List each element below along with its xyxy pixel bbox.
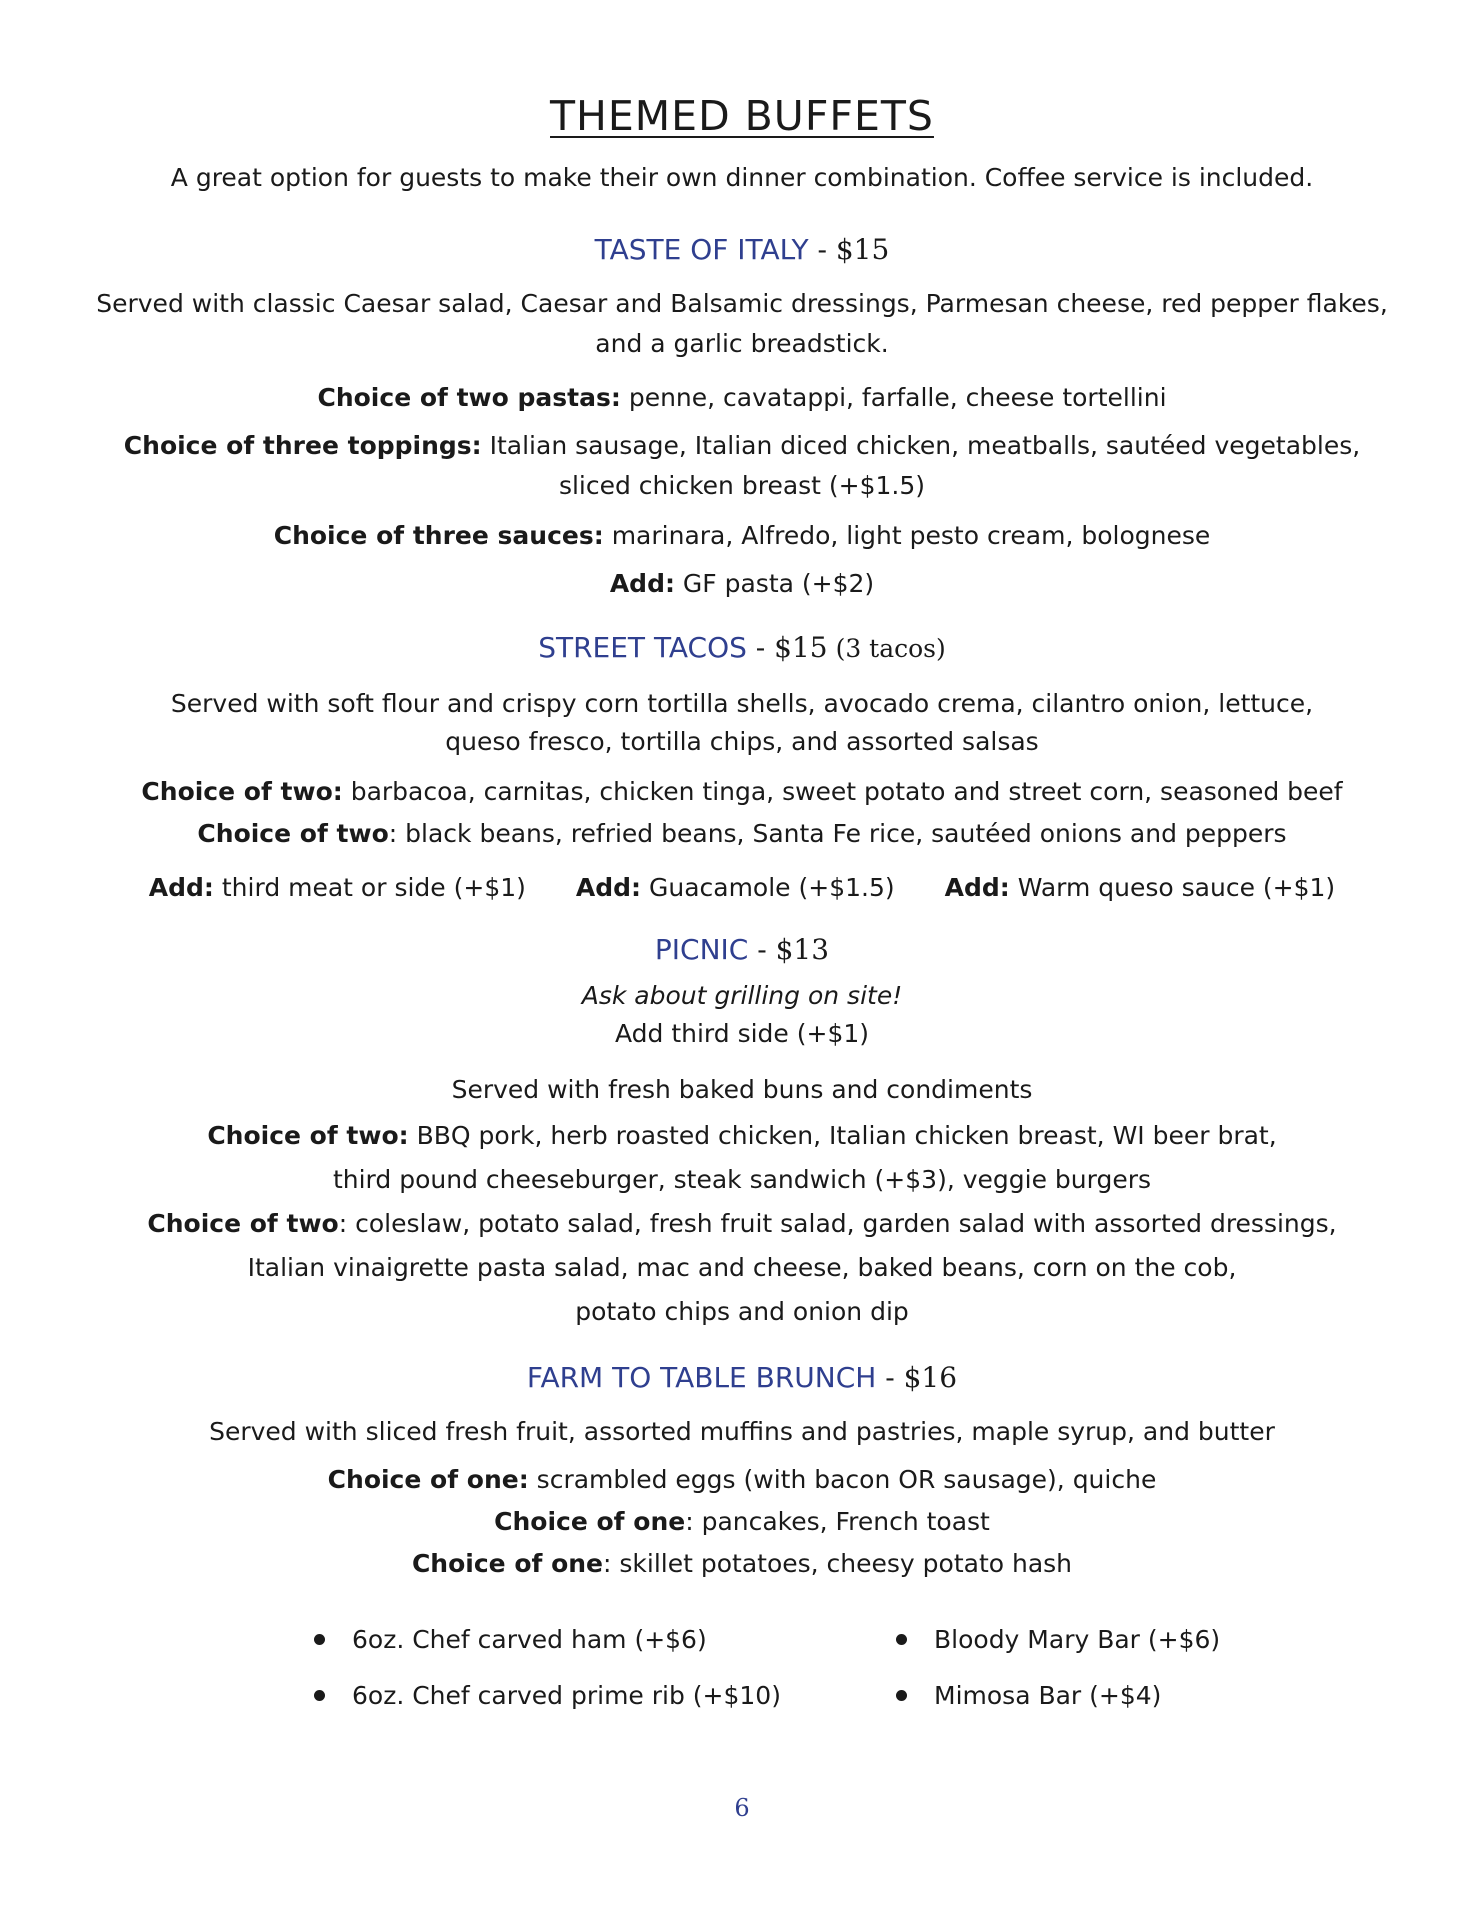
choice-label: Choice of two: <box>207 1121 409 1150</box>
italy-add <box>0 564 1484 604</box>
page-number: 6 <box>734 1794 750 1822</box>
list-item-text: Mimosa Bar (+$4) <box>934 1681 1162 1710</box>
list-item-text: 6oz. Chef carved ham (+$6) <box>352 1625 707 1654</box>
tacos-add-ons <box>0 868 1484 908</box>
list-item <box>896 1676 1220 1732</box>
choice-label: Choice of two <box>197 819 389 848</box>
list-item-text: 6oz. Chef carved prime rib (+$10) <box>352 1681 781 1710</box>
choice-label: Choice of one: <box>327 1465 529 1494</box>
choice-text: marinara, Alfredo, light pesto cream, bolognese <box>603 521 1211 550</box>
italy-served-line-2: and a garlic breadstick. <box>595 329 889 358</box>
section-price: - $13 <box>748 933 830 966</box>
list-item <box>896 1620 1220 1676</box>
list-item <box>314 1676 781 1732</box>
section-price-note: (3 tacos) <box>827 634 946 663</box>
tacos-choice-1 <box>0 772 1484 812</box>
brunch-choice-2 <box>0 1502 1484 1542</box>
picnic-choice-1 <box>0 1116 1484 1156</box>
picnic-note: Ask about grilling on site! <box>581 981 903 1010</box>
section-heading-brunch <box>0 1356 1484 1400</box>
section-price: - $15 <box>746 631 828 664</box>
picnic-choice-1-line-2: third pound cheeseburger, steak sandwich (+$3), veggie burgers <box>332 1165 1152 1194</box>
choice-text: Italian sausage, Italian diced chicken, meatballs, sautéed vegetables, <box>481 431 1361 460</box>
intro-text: A great option for guests to make their own dinner combination. Coffee service is included. <box>170 163 1314 192</box>
choice-text: : black beans, refried beans, Santa Fe rice, sautéed onions and peppers <box>388 819 1287 848</box>
add-label: Add: <box>148 873 214 902</box>
choice-label: Choice of three sauces: <box>273 521 604 550</box>
choice-label: Choice of two <box>147 1209 339 1238</box>
brunch-bullets-right <box>896 1620 1220 1732</box>
italy-toppings <box>0 426 1484 466</box>
section-price: - $16 <box>876 1361 958 1394</box>
section-name: TASTE OF ITALY <box>594 233 809 266</box>
add-text: Warm queso sauce (+$1) <box>1009 873 1336 902</box>
choice-label: Choice of three toppings: <box>123 431 482 460</box>
list-item <box>314 1620 781 1676</box>
brunch-choice-3 <box>0 1544 1484 1584</box>
choice-text: : skillet potatoes, cheesy potato hash <box>603 1549 1073 1578</box>
add-text: third meat or side (+$1) <box>213 873 526 902</box>
brunch-served: Served with sliced fresh fruit, assorted muffins and pastries, maple syrup, and butter <box>209 1417 1275 1446</box>
brunch-choice-1 <box>0 1460 1484 1500</box>
section-price: - $15 <box>808 233 890 266</box>
add-label: Add: <box>944 873 1010 902</box>
choice-label: Choice of one <box>494 1507 686 1536</box>
italy-pastas <box>0 378 1484 418</box>
choice-text: : coleslaw, potato salad, fresh fruit salad, garden salad with assorted dressings, <box>338 1209 1337 1238</box>
section-name: STREET TACOS <box>538 631 747 664</box>
section-heading-italy <box>0 228 1484 272</box>
list-item-text: Bloody Mary Bar (+$6) <box>934 1625 1221 1654</box>
italy-toppings-line-2: sliced chicken breast (+$1.5) <box>558 471 926 500</box>
picnic-choice-2-line-3: potato chips and onion dip <box>575 1297 909 1326</box>
choice-label: Choice of one <box>411 1549 604 1578</box>
choice-text: BBQ pork, herb roasted chicken, Italian chicken breast, WI beer brat, <box>408 1121 1277 1150</box>
add-text: Guacamole (+$1.5) <box>641 873 895 902</box>
italy-served-line-1: Served with classic Caesar salad, Caesar and Balsamic dressings, Parmesan cheese, red pepper flakes, <box>96 289 1388 318</box>
add-label: Add: <box>609 569 675 598</box>
bullet-icon <box>896 1690 907 1701</box>
tacos-served-line-2: queso fresco, tortilla chips, and assorted salsas <box>445 727 1039 756</box>
bullet-icon <box>896 1634 907 1645</box>
choice-label: Choice of two: <box>141 777 343 806</box>
section-name: FARM TO TABLE BRUNCH <box>526 1361 877 1394</box>
bullet-icon <box>314 1634 325 1645</box>
add-text: GF pasta (+$2) <box>674 569 875 598</box>
section-heading-tacos <box>0 626 1484 671</box>
section-name: PICNIC <box>654 933 749 966</box>
italy-sauces <box>0 516 1484 556</box>
tacos-served-line-1: Served with soft flour and crispy corn tortilla shells, avocado crema, cilantro onion, lettuce, <box>170 689 1314 718</box>
brunch-bullets-left <box>314 1620 781 1732</box>
choice-text: scrambled eggs (with bacon OR sausage), quiche <box>528 1465 1157 1494</box>
bullet-icon <box>314 1690 325 1701</box>
picnic-choice-2-line-2: Italian vinaigrette pasta salad, mac and cheese, baked beans, corn on the cob, <box>247 1253 1237 1282</box>
choice-label: Choice of two pastas: <box>317 383 621 412</box>
choice-text: penne, cavatappi, farfalle, cheese tortellini <box>620 383 1167 412</box>
page-title: THEMED BUFFETS <box>550 92 934 140</box>
section-heading-picnic <box>0 928 1484 972</box>
choice-text: barbacoa, carnitas, chicken tinga, sweet potato and street corn, seasoned beef <box>342 777 1343 806</box>
picnic-choice-2 <box>0 1204 1484 1244</box>
choice-text: : pancakes, French toast <box>685 1507 990 1536</box>
picnic-served: Served with fresh baked buns and condiments <box>451 1075 1033 1104</box>
add-label: Add: <box>575 873 642 902</box>
tacos-choice-2 <box>0 814 1484 854</box>
picnic-add-side: Add third side (+$1) <box>614 1019 870 1048</box>
